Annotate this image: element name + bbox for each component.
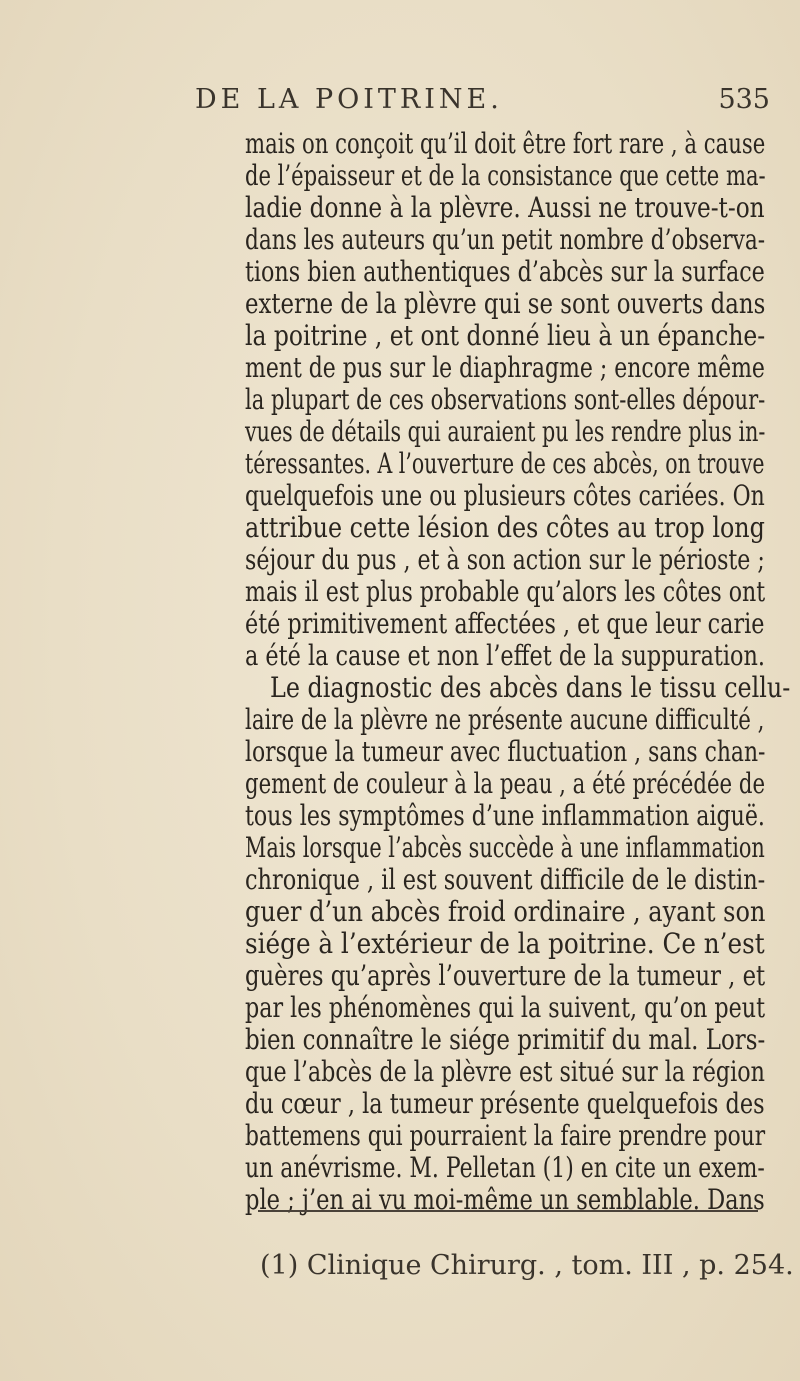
text-line: quelquefois une ou plusieurs côtes cariées. On <box>245 479 765 512</box>
text-line: mais on conçoit qu’il doit être fort rare , à cause <box>245 127 766 160</box>
text-line: du cœur , la tumeur présente quelquefois des <box>245 1087 765 1120</box>
text-line: battemens qui pourraient la faire prendre pour <box>245 1119 766 1152</box>
text-line: un anévrisme. M. Pelletan (1) en cite un exem- <box>245 1151 765 1184</box>
text-line: vues de détails qui auraient pu les rendre plus in- <box>245 415 766 448</box>
text-line: téressantes. A l’ouverture de ces abcès, on trouve <box>245 447 765 480</box>
text-line: lorsque la tumeur avec fluctuation , sans chan- <box>245 735 766 768</box>
text-line: gement de couleur à la peau , a été précédée de <box>245 767 766 800</box>
page-header <box>195 84 770 124</box>
text-line: bien connaître le siége primitif du mal. Lors- <box>245 1023 766 1056</box>
text-line: ple ; j’en ai vu moi-même un semblable. Dans <box>245 1183 765 1216</box>
text-line: attribue cette lésion des côtes au trop long <box>245 511 765 544</box>
text-line: externe de la plèvre qui se sont ouverts dans <box>245 287 766 320</box>
text-line: la plupart de ces observations sont-elles dépour- <box>245 383 766 416</box>
text-line: Le diagnostic des abcès dans le tissu cellu- <box>270 671 791 704</box>
text-line: que l’abcès de la plèvre est situé sur la région <box>245 1055 765 1088</box>
text-line: ment de pus sur le diaphragme ; encore même <box>245 351 765 384</box>
text-line: mais il est plus probable qu’alors les côtes ont <box>245 575 766 608</box>
text-line: de l’épaisseur et de la consistance que cette ma- <box>245 159 766 192</box>
text-line: séjour du pus , et à son action sur le périoste ; <box>245 543 765 576</box>
text-line: Mais lorsque l’abcès succède à une inflammation <box>245 831 765 864</box>
text-line: la poitrine , et ont donné lieu à un épanche- <box>245 319 766 352</box>
text-line: été primitivement affectées , et que leur carie <box>245 607 765 640</box>
running-head: DE LA POITRINE. <box>195 84 503 115</box>
footnote-rule <box>258 1210 758 1212</box>
footnote: (1) Clinique Chirurg. , tom. III , p. 254. <box>260 1250 794 1281</box>
text-line: siége à l’extérieur de la poitrine. Ce n’est <box>245 927 765 960</box>
text-line: tous les symptômes d’une inflammation aiguë. <box>245 799 765 832</box>
text-line: dans les auteurs qu’un petit nombre d’observa- <box>245 223 766 256</box>
page-number: 535 <box>718 84 770 115</box>
text-line: laire de la plèvre ne présente aucune difficulté , <box>245 703 765 736</box>
text-line: a été la cause et non l’effet de la suppuration. <box>245 639 765 672</box>
text-line: guer d’un abcès froid ordinaire , ayant son <box>245 895 766 928</box>
text-line: guères qu’après l’ouverture de la tumeur , et <box>245 959 766 992</box>
text-line: par les phénomènes qui la suivent, qu’on peut <box>245 991 765 1024</box>
text-line: tions bien authentiques d’abcès sur la surface <box>245 255 765 288</box>
text-line: ladie donne à la plèvre. Aussi ne trouve-t-on <box>245 191 765 224</box>
text-line: chronique , il est souvent difficile de le distin- <box>245 863 766 896</box>
